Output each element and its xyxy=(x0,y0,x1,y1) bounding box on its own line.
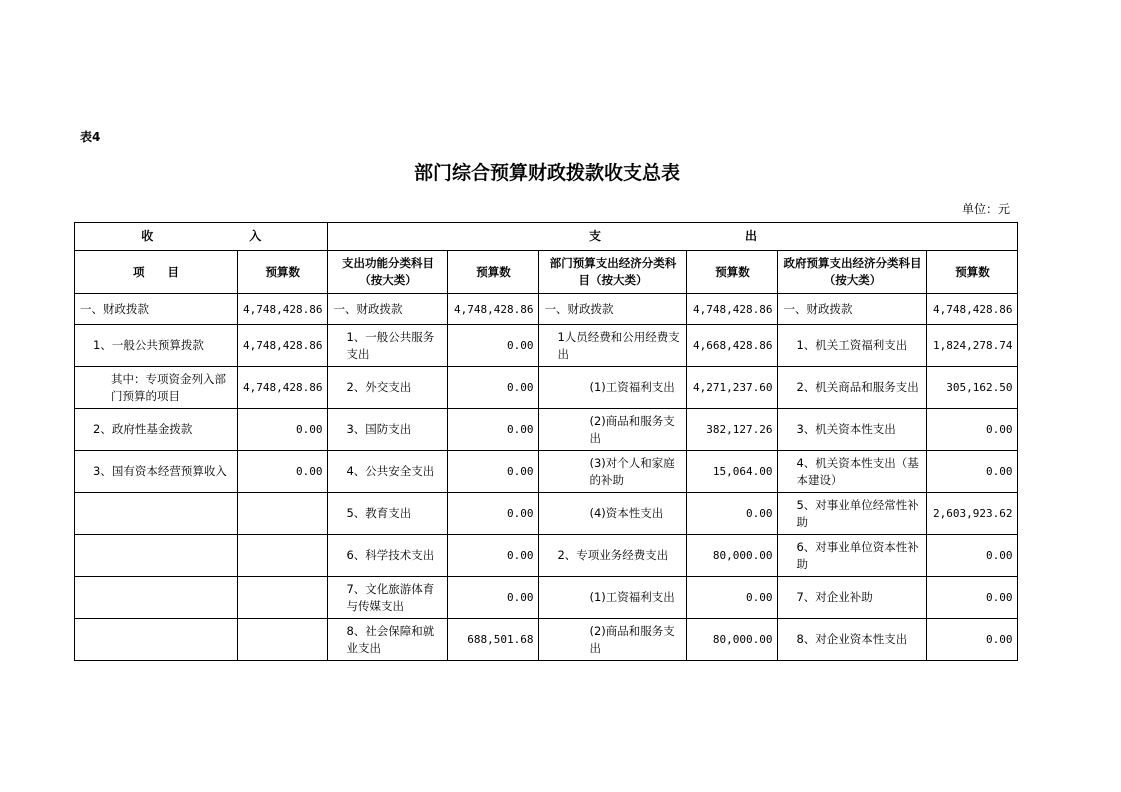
income-item-cell: 其中：专项资金列入部门预算的项目 xyxy=(75,367,238,409)
unit-label: 单位：元 xyxy=(962,202,1011,216)
function-amount-cell: 0.00 xyxy=(448,325,539,367)
table-row xyxy=(75,493,1018,535)
income-amount-cell xyxy=(238,493,328,535)
income-amount-cell: 4,748,428.86 xyxy=(238,325,328,367)
gov-econ-amount-cell: 305,162.50 xyxy=(927,367,1018,409)
function-amount-cell: 0.00 xyxy=(448,493,539,535)
gov-econ-item-cell: 7、对企业补助 xyxy=(778,577,927,619)
income-item-cell: 3、国有资本经营预算收入 xyxy=(75,451,238,493)
table-row xyxy=(75,409,1018,451)
function-amount-cell: 0.00 xyxy=(448,367,539,409)
col-header-dept-econ-amount: 预算数 xyxy=(687,251,778,294)
table-row xyxy=(75,367,1018,409)
income-item-cell xyxy=(75,619,238,661)
dept-econ-item-cell: 2、专项业务经费支出 xyxy=(539,535,687,577)
function-amount-cell: 0.00 xyxy=(448,577,539,619)
dept-econ-item-cell: 1人员经费和公用经费支出 xyxy=(539,325,687,367)
function-amount-cell: 4,748,428.86 xyxy=(448,294,539,325)
dept-econ-item-cell: (3)对个人和家庭的补助 xyxy=(539,451,687,493)
dept-econ-item-cell: (2)商品和服务支出 xyxy=(539,619,687,661)
dept-econ-amount-cell: 4,748,428.86 xyxy=(687,294,778,325)
gov-econ-amount-cell: 0.00 xyxy=(927,535,1018,577)
dept-econ-amount-cell: 0.00 xyxy=(687,577,778,619)
col-header-function-amount: 预算数 xyxy=(448,251,539,294)
table-row xyxy=(75,451,1018,493)
function-amount-cell: 688,501.68 xyxy=(448,619,539,661)
col-header-dept-econ-item: 部门预算支出经济分类科目（按大类） xyxy=(539,251,687,294)
function-amount-cell: 0.00 xyxy=(448,409,539,451)
gov-econ-amount-cell: 1,824,278.74 xyxy=(927,325,1018,367)
dept-econ-amount-cell: 4,271,237.60 xyxy=(687,367,778,409)
document-title: 部门综合预算财政拨款收支总表 xyxy=(413,162,680,184)
gov-econ-item-cell: 1、机关工资福利支出 xyxy=(778,325,927,367)
function-item-cell: 1、一般公共服务支出 xyxy=(328,325,448,367)
function-item-cell: 一、财政拨款 xyxy=(328,294,448,325)
section-header-row xyxy=(75,223,1018,251)
function-item-cell: 8、社会保障和就业支出 xyxy=(328,619,448,661)
dept-econ-item-cell: 一、财政拨款 xyxy=(539,294,687,325)
function-item-cell: 3、国防支出 xyxy=(328,409,448,451)
income-amount-cell xyxy=(238,535,328,577)
income-amount-cell xyxy=(238,619,328,661)
table-row xyxy=(75,325,1018,367)
dept-econ-item-cell: (1)工资福利支出 xyxy=(539,367,687,409)
function-item-cell: 4、公共安全支出 xyxy=(328,451,448,493)
col-header-income-amount: 预算数 xyxy=(238,251,328,294)
income-amount-cell: 0.00 xyxy=(238,409,328,451)
dept-econ-item-cell: (4)资本性支出 xyxy=(539,493,687,535)
gov-econ-amount-cell: 0.00 xyxy=(927,409,1018,451)
dept-econ-item-cell: (2)商品和服务支出 xyxy=(539,409,687,451)
income-item-cell xyxy=(75,535,238,577)
income-amount-cell xyxy=(238,577,328,619)
income-amount-cell: 4,748,428.86 xyxy=(238,294,328,325)
income-item-cell: 2、政府性基金拨款 xyxy=(75,409,238,451)
expense-section-header: 支 出 xyxy=(328,223,1018,251)
budget-table xyxy=(74,222,1018,661)
gov-econ-item-cell: 4、机关资本性支出（基本建设） xyxy=(778,451,927,493)
gov-econ-item-cell: 3、机关资本性支出 xyxy=(778,409,927,451)
gov-econ-amount-cell: 0.00 xyxy=(927,577,1018,619)
income-amount-cell: 4,748,428.86 xyxy=(238,367,328,409)
function-amount-cell: 0.00 xyxy=(448,535,539,577)
gov-econ-item-cell: 一、财政拨款 xyxy=(778,294,927,325)
gov-econ-amount-cell: 0.00 xyxy=(927,451,1018,493)
function-amount-cell: 0.00 xyxy=(448,451,539,493)
gov-econ-item-cell: 6、对事业单位资本性补助 xyxy=(778,535,927,577)
income-item-cell xyxy=(75,493,238,535)
income-section-header: 收 入 xyxy=(75,223,328,251)
table-number-label: 表4 xyxy=(80,130,101,144)
gov-econ-item-cell: 5、对事业单位经常性补助 xyxy=(778,493,927,535)
gov-econ-amount-cell: 4,748,428.86 xyxy=(927,294,1018,325)
function-item-cell: 5、教育支出 xyxy=(328,493,448,535)
function-item-cell: 2、外交支出 xyxy=(328,367,448,409)
table-row xyxy=(75,619,1018,661)
col-header-income-item: 项 目 xyxy=(75,251,238,294)
income-item-cell xyxy=(75,577,238,619)
income-item-cell: 一、财政拨款 xyxy=(75,294,238,325)
dept-econ-amount-cell: 80,000.00 xyxy=(687,619,778,661)
dept-econ-amount-cell: 15,064.00 xyxy=(687,451,778,493)
gov-econ-amount-cell: 0.00 xyxy=(927,619,1018,661)
col-header-function-item: 支出功能分类科目（按大类） xyxy=(328,251,448,294)
dept-econ-amount-cell: 382,127.26 xyxy=(687,409,778,451)
gov-econ-amount-cell: 2,603,923.62 xyxy=(927,493,1018,535)
dept-econ-amount-cell: 0.00 xyxy=(687,493,778,535)
table-row xyxy=(75,577,1018,619)
col-header-gov-econ-item: 政府预算支出经济分类科目（按大类） xyxy=(778,251,927,294)
dept-econ-amount-cell: 80,000.00 xyxy=(687,535,778,577)
income-item-cell: 1、一般公共预算拨款 xyxy=(75,325,238,367)
column-header-row xyxy=(75,251,1018,294)
col-header-gov-econ-amount: 预算数 xyxy=(927,251,1018,294)
income-amount-cell: 0.00 xyxy=(238,451,328,493)
dept-econ-amount-cell: 4,668,428.86 xyxy=(687,325,778,367)
table-row xyxy=(75,294,1018,325)
function-item-cell: 6、科学技术支出 xyxy=(328,535,448,577)
gov-econ-item-cell: 2、机关商品和服务支出 xyxy=(778,367,927,409)
table-row xyxy=(75,535,1018,577)
function-item-cell: 7、文化旅游体育与传媒支出 xyxy=(328,577,448,619)
dept-econ-item-cell: (1)工资福利支出 xyxy=(539,577,687,619)
gov-econ-item-cell: 8、对企业资本性支出 xyxy=(778,619,927,661)
